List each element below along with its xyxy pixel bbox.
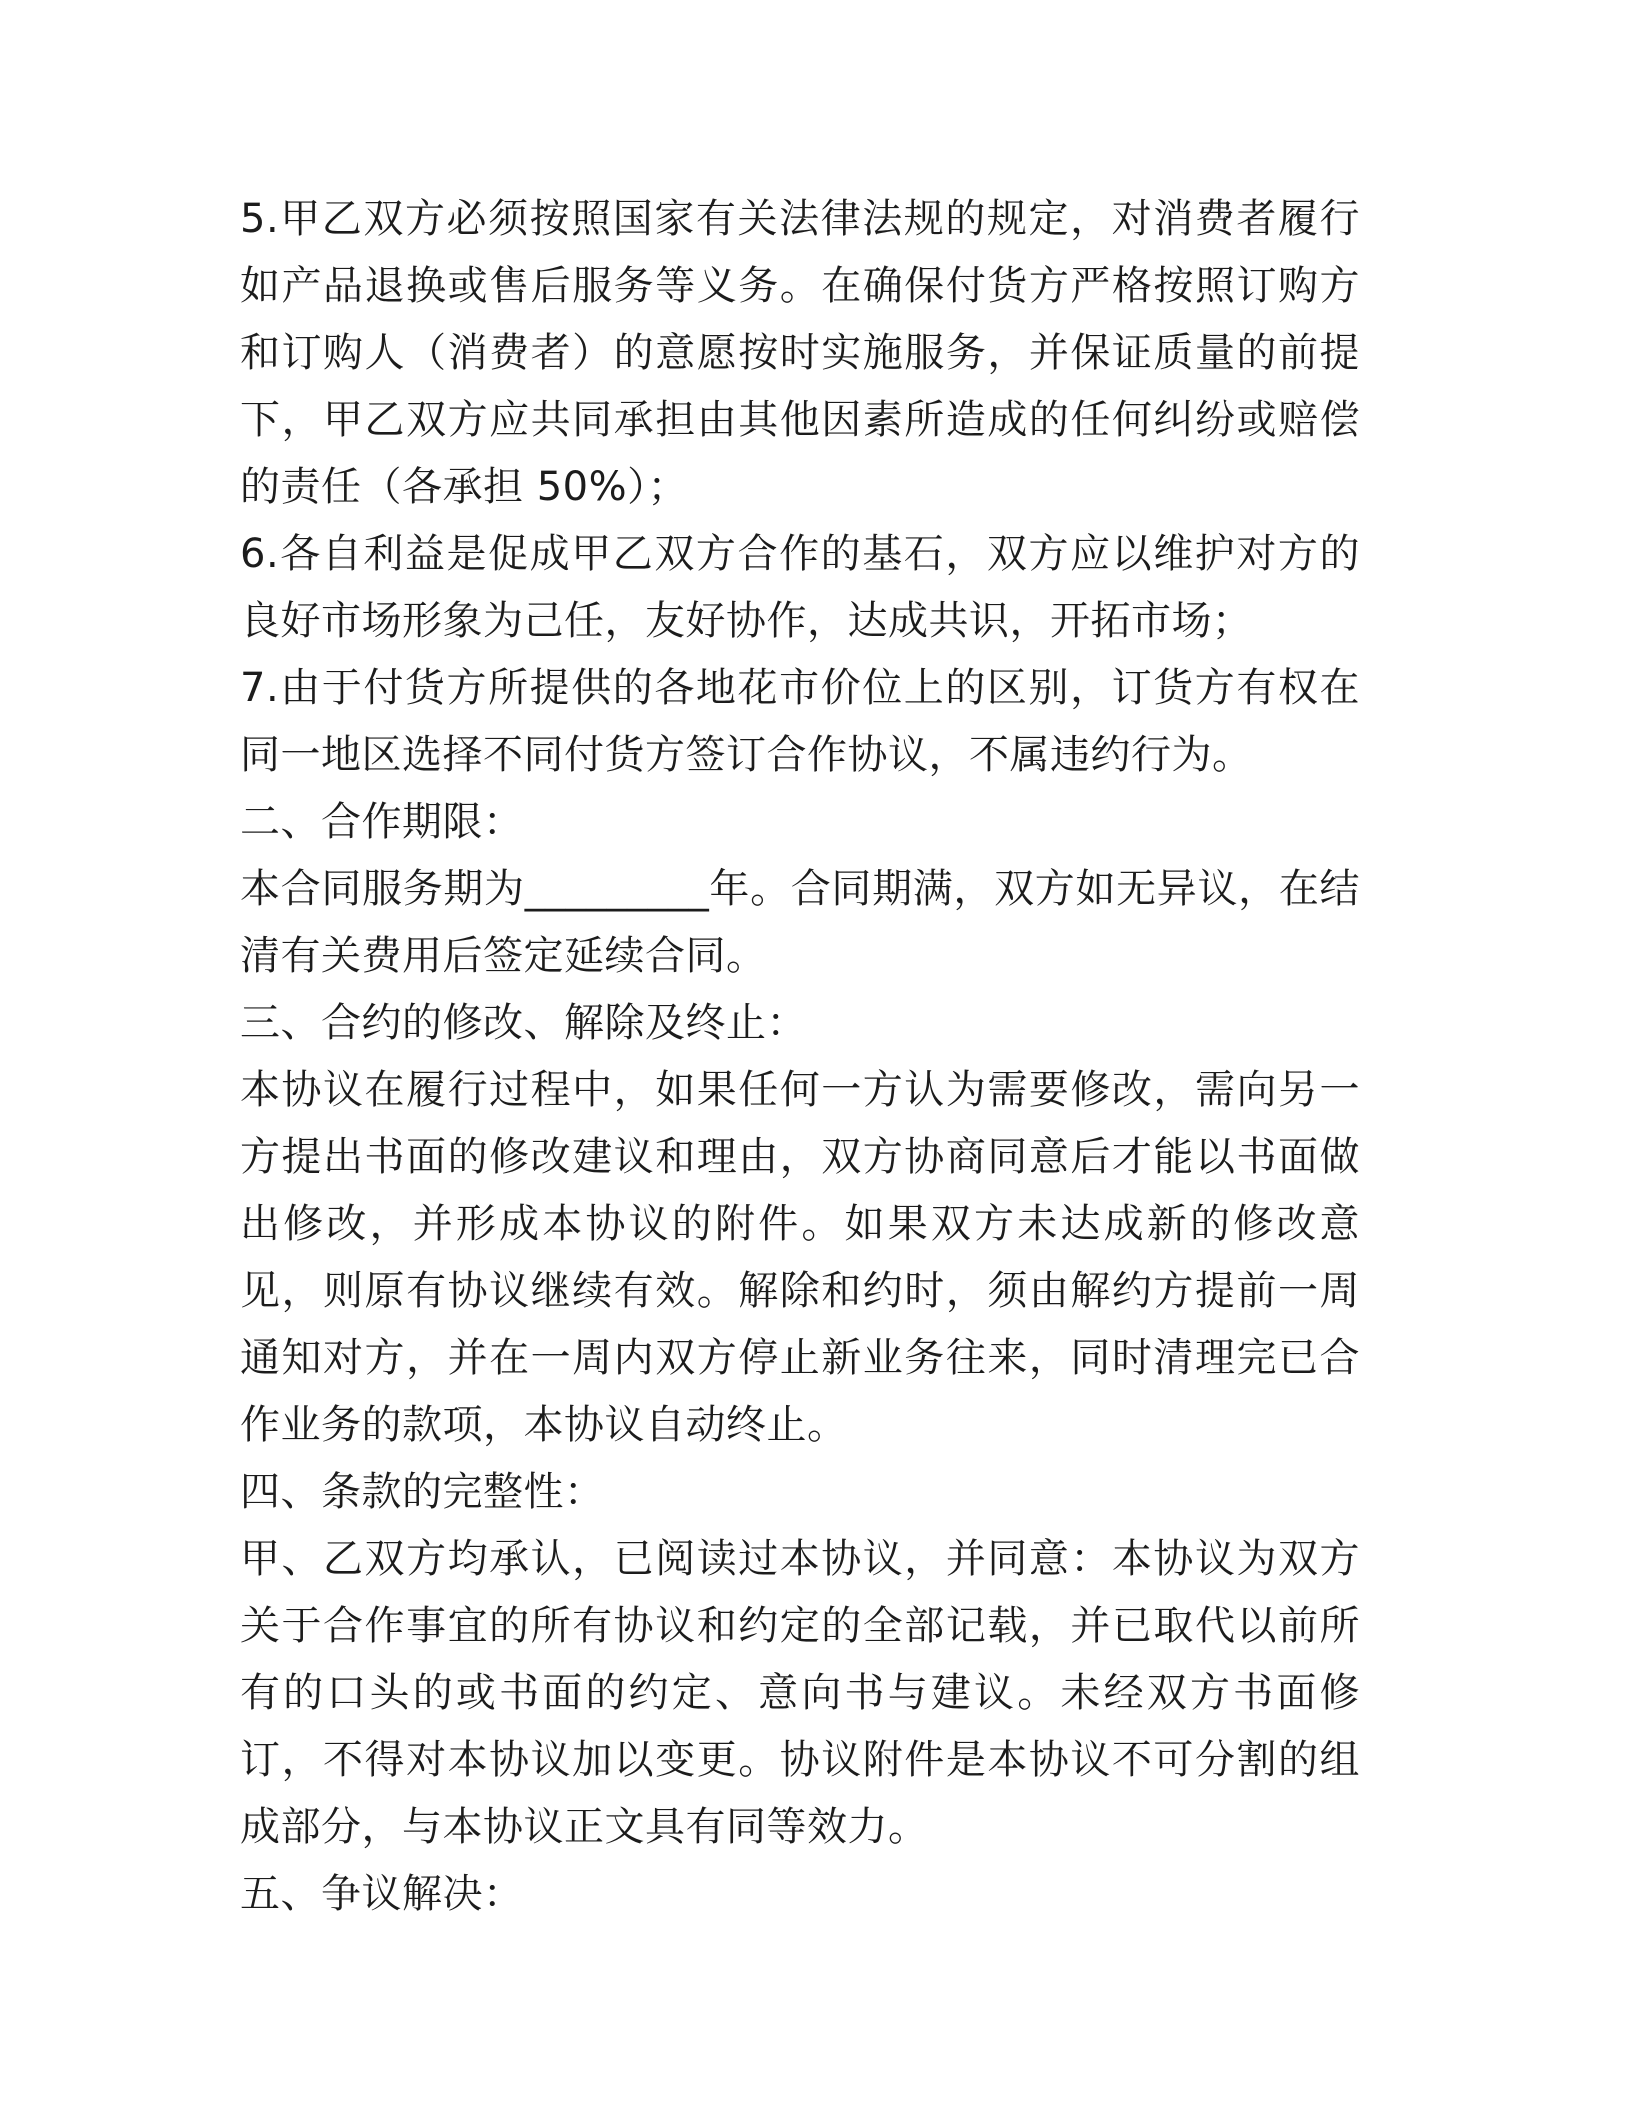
clause-6: 6.各自利益是促成甲乙双方合作的基石，双方应以维护对方的良好市场形象为己任，友好协作，达成共识，开拓市场；	[240, 531, 1360, 644]
section-heading-dispute: 五、争议解决：	[240, 1871, 524, 1917]
term-paragraph: 本合同服务期为_________年。合同期满，双方如无异议，在结清有关费用后签定延续合同。	[240, 866, 1360, 979]
modification-paragraph: 本协议在履行过程中，如果任何一方认为需要修改，需向另一方提出书面的修改建议和理由，双方协商同意后才能以书面做出修改，并形成本协议的附件。如果双方未达成新的修改意见，则原有协议继续有效。解除和约时，须由解约方提前一周通知对方，并在一周内双方停止新业务往来，同时清理完已合作业务的款项，本协议自动终止。	[240, 1067, 1360, 1448]
clause-7: 7.由于付货方所提供的各地花市价位上的区别，订货方有权在同一地区选择不同付货方签订合作协议，不属违约行为。	[240, 665, 1360, 778]
integrity-paragraph: 甲、乙双方均承认，已阅读过本协议，并同意：本协议为双方关于合作事宜的所有协议和约定的全部记载，并已取代以前所有的口头的或书面的约定、意向书与建议。未经双方书面修订，不得对本协议加以变更。协议附件是本协议不可分割的组成部分，与本协议正文具有同等效力。	[240, 1536, 1360, 1850]
section-heading-integrity: 四、条款的完整性：	[240, 1469, 605, 1515]
clause-5: 5.甲乙双方必须按照国家有关法律法规的规定，对消费者履行如产品退换或售后服务等义务。在确保付货方严格按照订购方和订购人（消费者）的意愿按时实施服务，并保证质量的前提下，甲乙双方应共同承担由其他因素所造成的任何纠纷或赔偿的责任（各承担 50%）；	[240, 196, 1360, 510]
section-heading-term: 二、合作期限：	[240, 799, 524, 845]
document-body	[240, 186, 1360, 1928]
section-heading-modification: 三、合约的修改、解除及终止：	[240, 1000, 807, 1046]
